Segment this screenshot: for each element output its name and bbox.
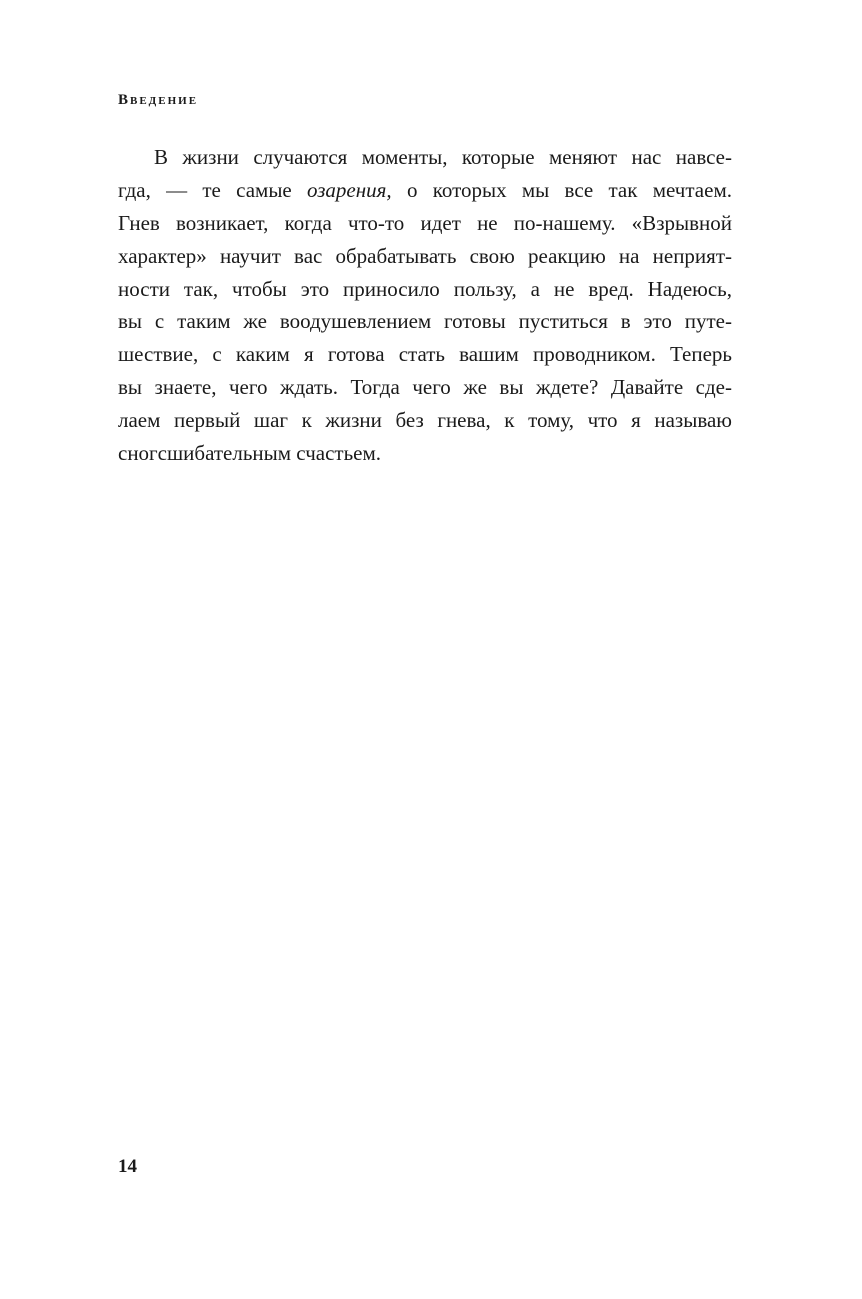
text-line (118, 174, 732, 207)
text-line: Гнев возникает, когда что-то идет не по-нашему. «Взрывной (118, 210, 732, 235)
text-line: вы с таким же воодушевлением готовы пуститься в это путе- (118, 309, 732, 334)
text-line: ности так, чтобы это приносило пользу, а не вред. Надеюсь, (118, 276, 732, 301)
body-paragraph (118, 141, 732, 470)
text-line: лаем первый шаг к жизни без гнева, к тому, что я называю (118, 408, 732, 433)
page-number: 14 (118, 1156, 137, 1177)
text-line: вы знаете, чего ждать. Тогда чего же вы ждете? Давайте сде- (118, 375, 732, 400)
text-fragment: гда, — те самые (118, 177, 308, 202)
emphasized-word: озарения, (307, 177, 392, 202)
running-head: Введение (118, 92, 199, 108)
text-line: В жизни случаются моменты, которые меняют нас навсе- (154, 145, 732, 169)
text-line: шествие, с каким я готова стать вашим проводником. Теперь (118, 342, 732, 367)
text-line: характер» научит вас обрабатывать свою реакцию на неприят- (118, 243, 732, 268)
text-line: сногсшибательным счастьем. (118, 441, 382, 466)
text-fragment: о которых мы все так мечтаем. (391, 177, 732, 202)
